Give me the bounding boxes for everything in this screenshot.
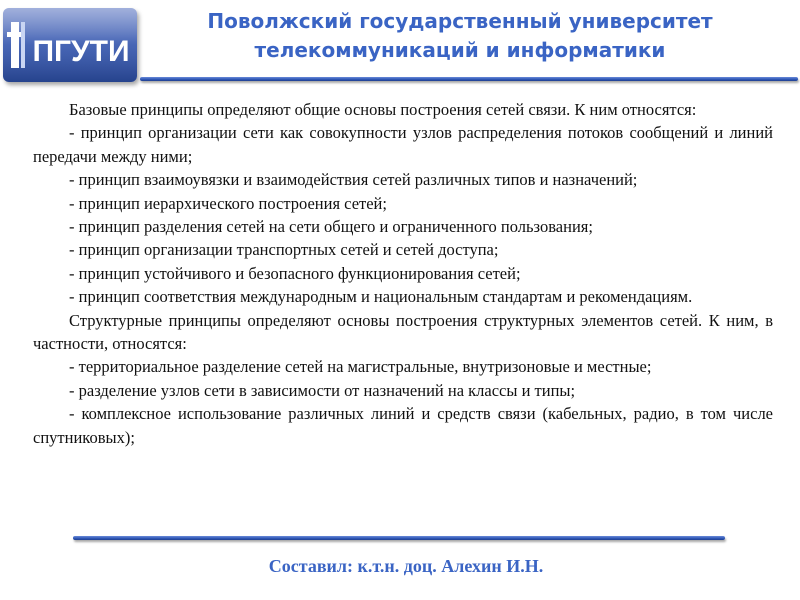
logo-bar-icon bbox=[11, 22, 19, 68]
title-line-2: телекоммуникаций и информатики bbox=[254, 38, 666, 62]
logo-text: ПГУТИ bbox=[32, 35, 130, 68]
list-item: - комплексное использование различных линий и средств связи (кабельных, радио, в том числе спутниковых); bbox=[33, 404, 773, 447]
list-item: - принцип иерархического построения сетей; bbox=[69, 193, 387, 213]
list-item: - принцип взаимоувязки и взаимодействия сетей различных типов и назначений; bbox=[69, 170, 638, 190]
list-item: - разделение узлов сети в зависимости от назначений на классы и типы; bbox=[69, 380, 576, 400]
list-item: - территориальное разделение сетей на магистральные, внутризоновые и местные; bbox=[69, 357, 652, 377]
list-item: - принцип организации транспортных сетей и сетей доступа; bbox=[69, 240, 499, 260]
paragraph: Базовые принципы определяют общие основы построения сетей связи. К ним относятся: bbox=[69, 100, 697, 119]
list-item: - принцип устойчивого и безопасного функционирования сетей; bbox=[69, 263, 521, 283]
footer-divider bbox=[73, 536, 725, 540]
list-item: - принцип соответствия международным и национальным стандартам и рекомендациям. bbox=[69, 287, 693, 307]
list-item: - принцип организации сети как совокупности узлов распределения потоков сообщений и линий передачи между ними; bbox=[33, 123, 773, 166]
logo-crossbar-icon bbox=[7, 32, 23, 37]
page-title bbox=[160, 7, 760, 65]
header-divider bbox=[140, 77, 798, 81]
author-credit: Составил: к.т.н. доц. Алехин И.Н. bbox=[268, 556, 544, 576]
paragraph: Структурные принципы определяют основы построения структурных элементов сетей. К ним, в частности, относятся: bbox=[33, 310, 773, 354]
main-text bbox=[33, 98, 773, 449]
logo-emblem-icon bbox=[3, 8, 137, 82]
list-item: - принцип разделения сетей на сети общего и ограниченного пользования; bbox=[69, 217, 593, 237]
title-line-1: Поволжский государственный университет bbox=[207, 9, 713, 33]
logo-bar-icon bbox=[21, 22, 25, 68]
university-logo bbox=[3, 8, 137, 82]
